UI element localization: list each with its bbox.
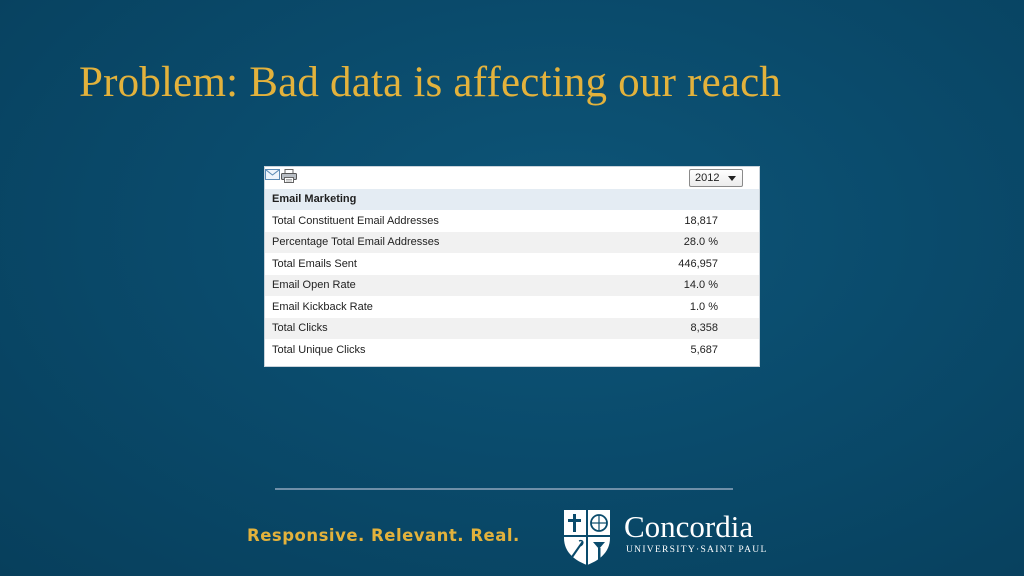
panel-toolbar bbox=[265, 167, 759, 189]
table-row bbox=[265, 339, 759, 361]
row-label: Total Emails Sent bbox=[272, 257, 357, 270]
table-row bbox=[265, 318, 759, 340]
logo-subtitle: UNIVERSITY·SAINT PAUL bbox=[626, 545, 768, 555]
row-label: Total Unique Clicks bbox=[272, 343, 366, 356]
row-label: Email Open Rate bbox=[265, 275, 598, 297]
row-value: 8,358 bbox=[598, 318, 759, 340]
row-label: Percentage Total Email Addresses bbox=[265, 232, 598, 254]
logo-name: Concordia bbox=[624, 509, 754, 544]
year-select[interactable] bbox=[689, 169, 743, 187]
chevron-down-icon bbox=[728, 176, 736, 181]
row-label: Total Clicks bbox=[265, 318, 598, 340]
email-marketing-panel bbox=[264, 166, 760, 367]
footer-divider bbox=[275, 488, 733, 490]
table-row bbox=[265, 296, 759, 318]
row-label: Total Constituent Email Addresses bbox=[272, 214, 439, 227]
table-row bbox=[265, 275, 759, 297]
row-label: Email Kickback Rate bbox=[272, 300, 373, 313]
concordia-shield-icon bbox=[562, 508, 612, 566]
row-value: 14.0 % bbox=[598, 275, 759, 297]
metrics-table bbox=[265, 210, 759, 361]
year-select-value: 2012 bbox=[695, 172, 720, 184]
section-header: Email Marketing bbox=[265, 189, 759, 210]
table-row bbox=[265, 253, 759, 275]
printer-icon[interactable] bbox=[281, 169, 297, 183]
tagline: Responsive. Relevant. Real. bbox=[247, 526, 520, 545]
table-row bbox=[265, 232, 759, 254]
row-value: 5,687 bbox=[690, 343, 718, 356]
row-value: 18,817 bbox=[684, 214, 718, 227]
slide-title: Problem: Bad data is affecting our reach bbox=[79, 59, 782, 106]
row-value: 28.0 % bbox=[598, 232, 759, 254]
row-value: 446,957 bbox=[678, 257, 718, 270]
envelope-icon[interactable] bbox=[265, 169, 280, 181]
row-value: 1.0 % bbox=[689, 300, 718, 313]
table-row bbox=[265, 210, 759, 232]
